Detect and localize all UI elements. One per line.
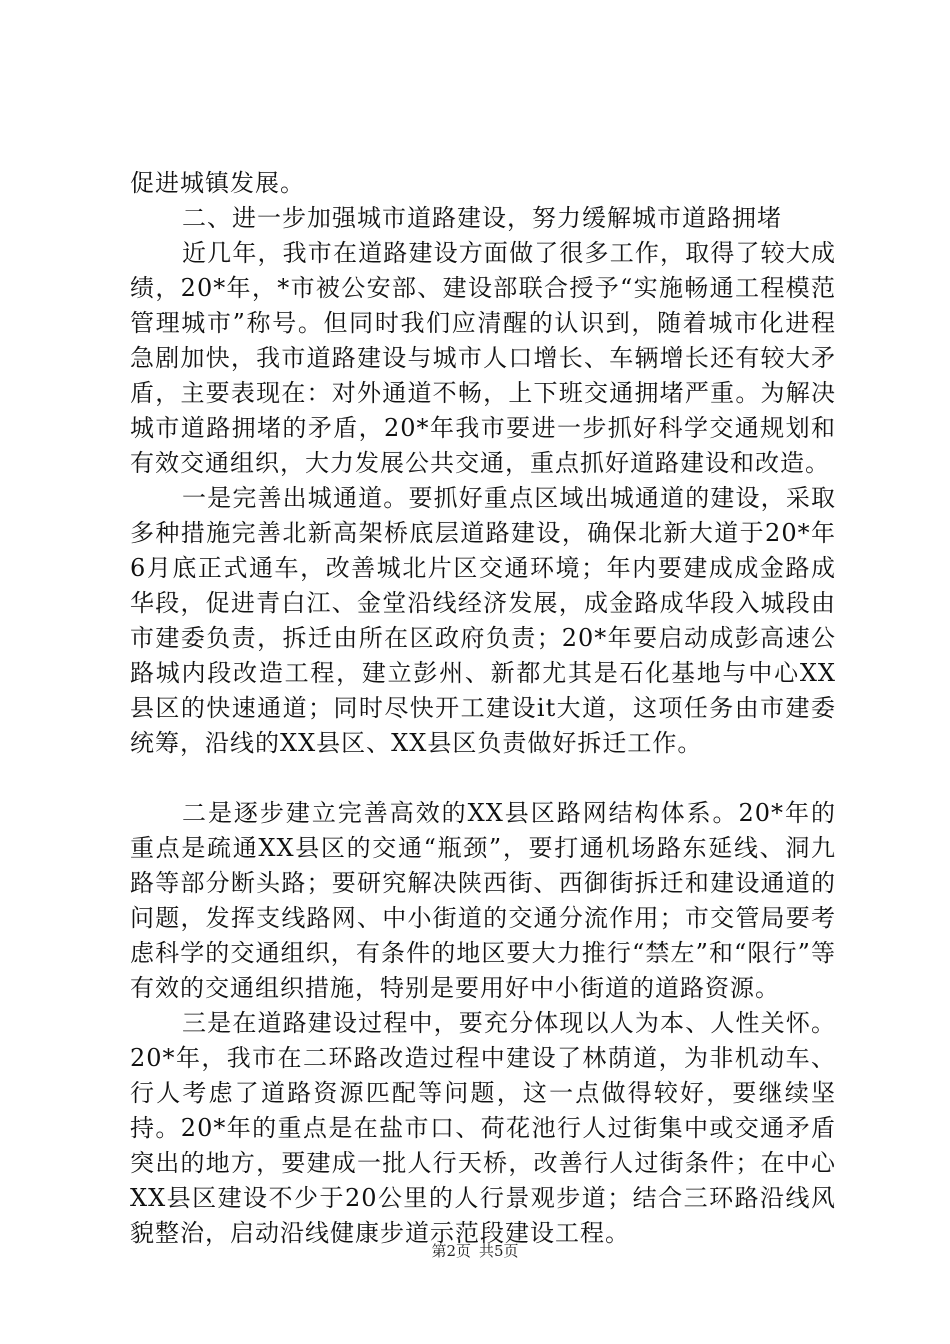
paragraph-point-three: 三是在道路建设过程中，要充分体现以人为本、人性关怀。20*年，我市在二环路改造过程中建设了林荫道，为非机动车、行人考虑了道路资源匹配等问题，这一点做得较好，要继续坚持。20*年的重点是在盐市口、荷花池行人过街集中或交通矛盾突出的地方，要建成一批人行天桥，改善行人过街条件；在中心XX县区建设不少于20公里的人行景观步道；结合三环路沿线风貌整治，启动沿线健康步道示范段建设工程。 (130, 1009, 836, 1247)
section-heading: 二、进一步加强城市道路建设，努力缓解城市道路拥堵 (182, 204, 782, 232)
document-body (130, 166, 836, 1251)
paragraph-overview: 近几年，我市在道路建设方面做了很多工作，取得了较大成绩，20*年，*市被公安部、建设部联合授予“实施畅通工程模范管理城市”称号。但同时我们应清醒的认识到，随着城市化进程急剧加快，我市道路建设与城市人口增长、车辆增长还有较大矛盾，主要表现在：对外通道不畅，上下班交通拥堵严重。为解决城市道路拥堵的矛盾，20*年我市要进一步抓好科学交通规划和有效交通组织，大力发展公共交通，重点抓好道路建设和改造。 (130, 239, 836, 477)
page-total: 共5页 (479, 1242, 519, 1260)
page-footer (0, 1240, 950, 1261)
paragraph-point-one: 一是完善出城通道。要抓好重点区域出城通道的建设，采取多种措施完善北新高架桥底层道路建设，确保北新大道于20*年6月底正式通车，改善城北片区交通环境；年内要建成成金路成华段，促进青白江、金堂沿线经济发展，成金路成华段入城段由市建委负责，拆迁由所在区政府负责；20*年要启动成彭高速公路城内段改造工程，建立彭州、新都尤其是石化基地与中心XX县区的快速通道；同时尽快开工建设it大道，这项任务由市建委统筹，沿线的XX县区、XX县区负责做好拆迁工作。 (130, 484, 836, 757)
paragraph-point-two: 二是逐步建立完善高效的XX县区路网结构体系。20*年的重点是疏通XX县区的交通“瓶颈”，要打通机场路东延线、洞九路等部分断头路；要研究解决陕西街、西御街拆迁和建设通道的问题，发挥支线路网、中小街道的交通分流作用；市交管局要考虑科学的交通组织，有条件的地区要大力推行“禁左”和“限行”等有效的交通组织措施，特别是要用好中小街道的道路资源。 (130, 799, 836, 1002)
page-number: 第2页 (431, 1242, 471, 1260)
paragraph-spacer (130, 761, 836, 796)
paragraph-continuation: 促进城镇发展。 (130, 169, 305, 197)
